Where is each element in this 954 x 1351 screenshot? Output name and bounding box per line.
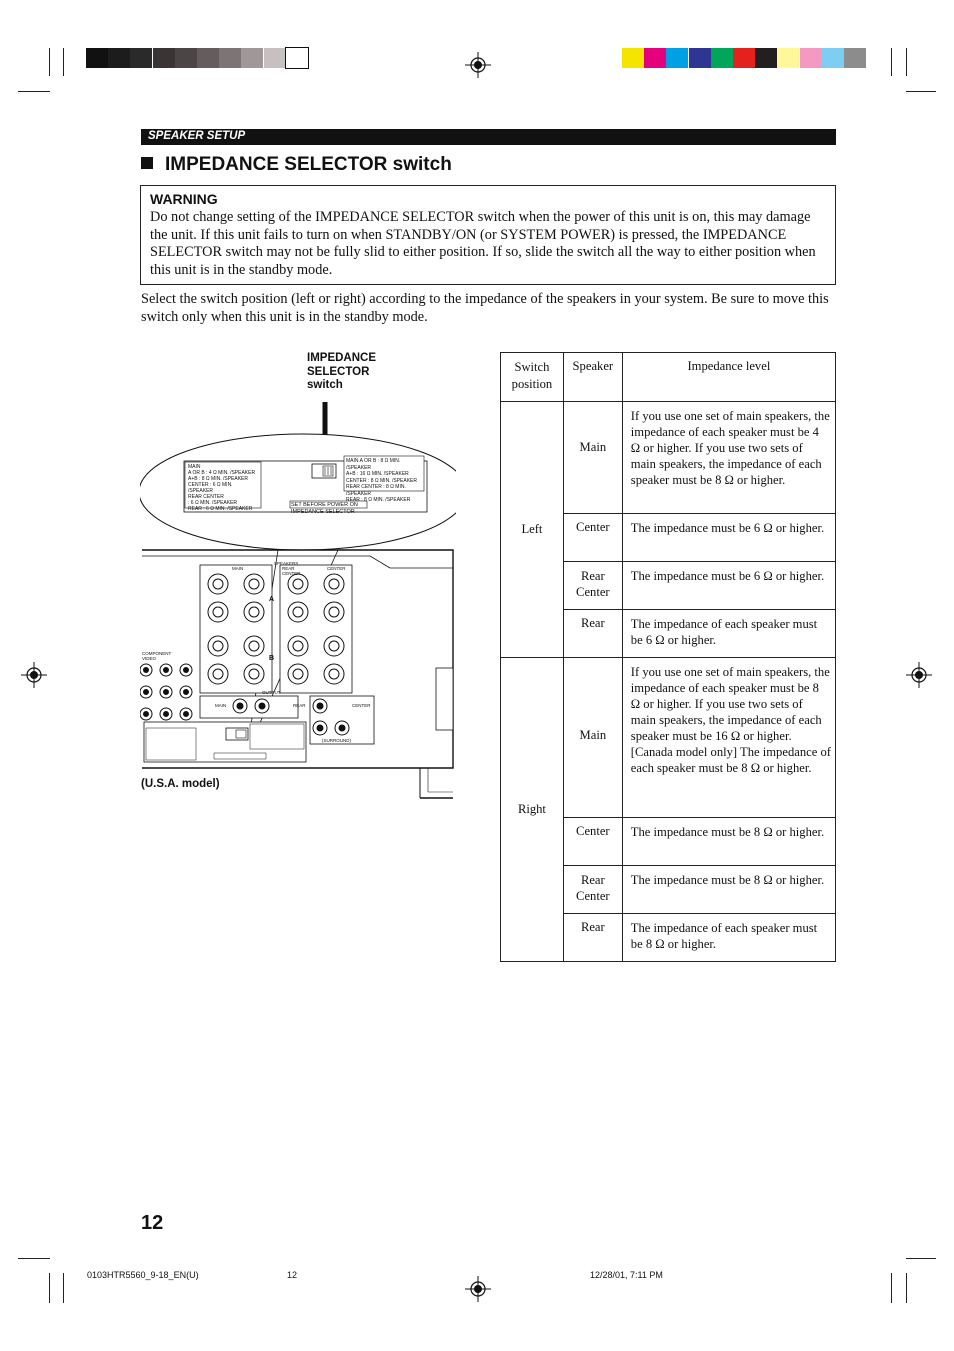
registration-mark-right <box>906 662 932 688</box>
section-label: SPEAKER SETUP <box>148 130 246 142</box>
left-impedance-label: MAIN A OR B : 4 Ω MIN. /SPEAKER A+B : 8 Ω MIN. /SPEAKER CENTER : 6 Ω MIN. /SPEAKER REAR CENTER : 6 Ω MIN. /SPEAKER REAR : 6 Ω MIN. /SPEAKER <box>188 464 256 512</box>
color-swatch <box>711 48 733 68</box>
gray-swatch <box>219 48 241 68</box>
color-swatch <box>822 48 844 68</box>
heading-text: IMPEDANCE SELECTOR switch <box>165 154 452 175</box>
crop-mark <box>906 1258 936 1259</box>
crop-mark <box>18 1258 50 1259</box>
color-swatch <box>844 48 866 68</box>
crop-mark <box>906 48 907 76</box>
crop-mark <box>18 91 50 92</box>
impedance-cell: The impedance must be 8 Ω or higher. <box>622 818 835 866</box>
warning-body: Do not change setting of the IMPEDANCE SELECTOR switch when the power of this unit is on, this may damage the unit. If this unit fails to turn on when STANDBY/ON (or SYSTEM POWER) is pressed, the IMPEDANCE SELECTOR switch may not be fully slid to either position. If so, slide the switch all the way to either position when this unit is in the standby mode. <box>150 209 816 278</box>
gray-swatch <box>264 48 286 68</box>
color-swatch <box>622 48 644 68</box>
crop-mark <box>63 1273 64 1303</box>
crop-mark <box>906 91 936 92</box>
crop-mark <box>49 48 50 76</box>
crop-mark <box>891 1273 892 1303</box>
set-before-power-on-label: SET BEFORE POWER ON IMPEDANCE SELECTOR <box>291 502 358 515</box>
figure-caption: (U.S.A. model) <box>141 778 220 790</box>
crop-mark <box>49 1273 50 1303</box>
header-speaker: Speaker <box>563 353 622 402</box>
gray-swatch <box>108 48 130 68</box>
color-swatch <box>666 48 688 68</box>
color-swatch <box>777 48 799 68</box>
header-impedance-level: Impedance level <box>622 353 835 402</box>
warning-title: WARNING <box>150 191 218 207</box>
crop-mark <box>63 48 64 76</box>
impedance-cell: If you use one set of main speakers, the impedance of each speaker must be 8 Ω or higher. If you use two sets of main speakers, the impedance of each speaker must be 16 Ω or higher. [Canada model only] The impedance of each speaker must be 8 Ω or higher. <box>622 658 835 818</box>
impedance-cell: The impedance must be 8 Ω or higher. <box>622 866 835 914</box>
table-row <box>501 658 836 818</box>
table-row <box>501 402 836 514</box>
crop-mark <box>891 48 892 76</box>
impedance-table <box>500 352 836 962</box>
impedance-cell: The impedance must be 6 Ω or higher. <box>622 562 835 610</box>
speaker-cell: Center <box>563 514 622 562</box>
page-number: 12 <box>141 1212 164 1234</box>
gray-swatch <box>175 48 197 68</box>
gray-swatch <box>286 48 308 68</box>
impedance-cell: If you use one set of main speakers, the impedance of each speaker must be 4 Ω or higher. If you use two sets of main speakers, the impedance of each speaker must be 8 Ω or higher. <box>622 402 835 514</box>
section-header-bar <box>141 129 836 145</box>
footer-timestamp: 12/28/01, 7:11 PM <box>590 1270 663 1280</box>
registration-mark-bottom <box>465 1276 491 1302</box>
callout-label: IMPEDANCE SELECTOR switch <box>307 352 377 391</box>
intro-paragraph: Select the switch position (left or right) according to the impedance of the speakers in your system. Be sure to move this switch only when this unit is in the standby mode. <box>141 291 829 325</box>
speaker-cell: Main <box>563 402 622 514</box>
color-swatch <box>689 48 711 68</box>
color-swatch <box>644 48 666 68</box>
color-swatch <box>800 48 822 68</box>
impedance-cell: The impedance of each speaker must be 8 Ω or higher. <box>622 914 835 962</box>
speaker-cell: Rear <box>563 610 622 658</box>
speaker-cell: Rear Center <box>563 562 622 610</box>
impedance-cell: The impedance must be 6 Ω or higher. <box>622 514 835 562</box>
footer-page: 12 <box>287 1270 298 1280</box>
gray-swatch <box>130 48 152 68</box>
crop-mark <box>906 1273 907 1303</box>
color-swatch <box>755 48 777 68</box>
header-switch-position: Switch position <box>501 353 564 402</box>
speaker-cell: Center <box>563 818 622 866</box>
square-bullet-icon <box>141 157 153 169</box>
speaker-cell: Rear Center <box>563 866 622 914</box>
warning-box <box>140 185 836 285</box>
speaker-cell: Rear <box>563 914 622 962</box>
speaker-cell: Main <box>563 658 622 818</box>
registration-mark-top <box>465 52 491 78</box>
position-left: Left <box>501 402 564 658</box>
color-swatch <box>733 48 755 68</box>
gray-swatch <box>153 48 175 68</box>
gray-swatch <box>86 48 108 68</box>
table-header-row <box>501 353 836 402</box>
gray-swatch <box>197 48 219 68</box>
gray-swatch <box>241 48 263 68</box>
registration-mark-left <box>21 662 47 688</box>
page-heading <box>141 154 452 176</box>
right-impedance-label: MAIN A OR B : 8 Ω MIN. /SPEAKER A+B : 16 Ω MIN. /SPEAKER CENTER : 8 Ω MIN. /SPEAKER REAR CENTER : 8 Ω MIN. /SPEAKER REAR : 8 Ω MIN. /SPEAKER <box>346 458 417 503</box>
footer-filename: 0103HTR5560_9-18_EN(U) <box>87 1270 199 1280</box>
position-right: Right <box>501 658 564 962</box>
impedance-cell: The impedance of each speaker must be 6 Ω or higher. <box>622 610 835 658</box>
